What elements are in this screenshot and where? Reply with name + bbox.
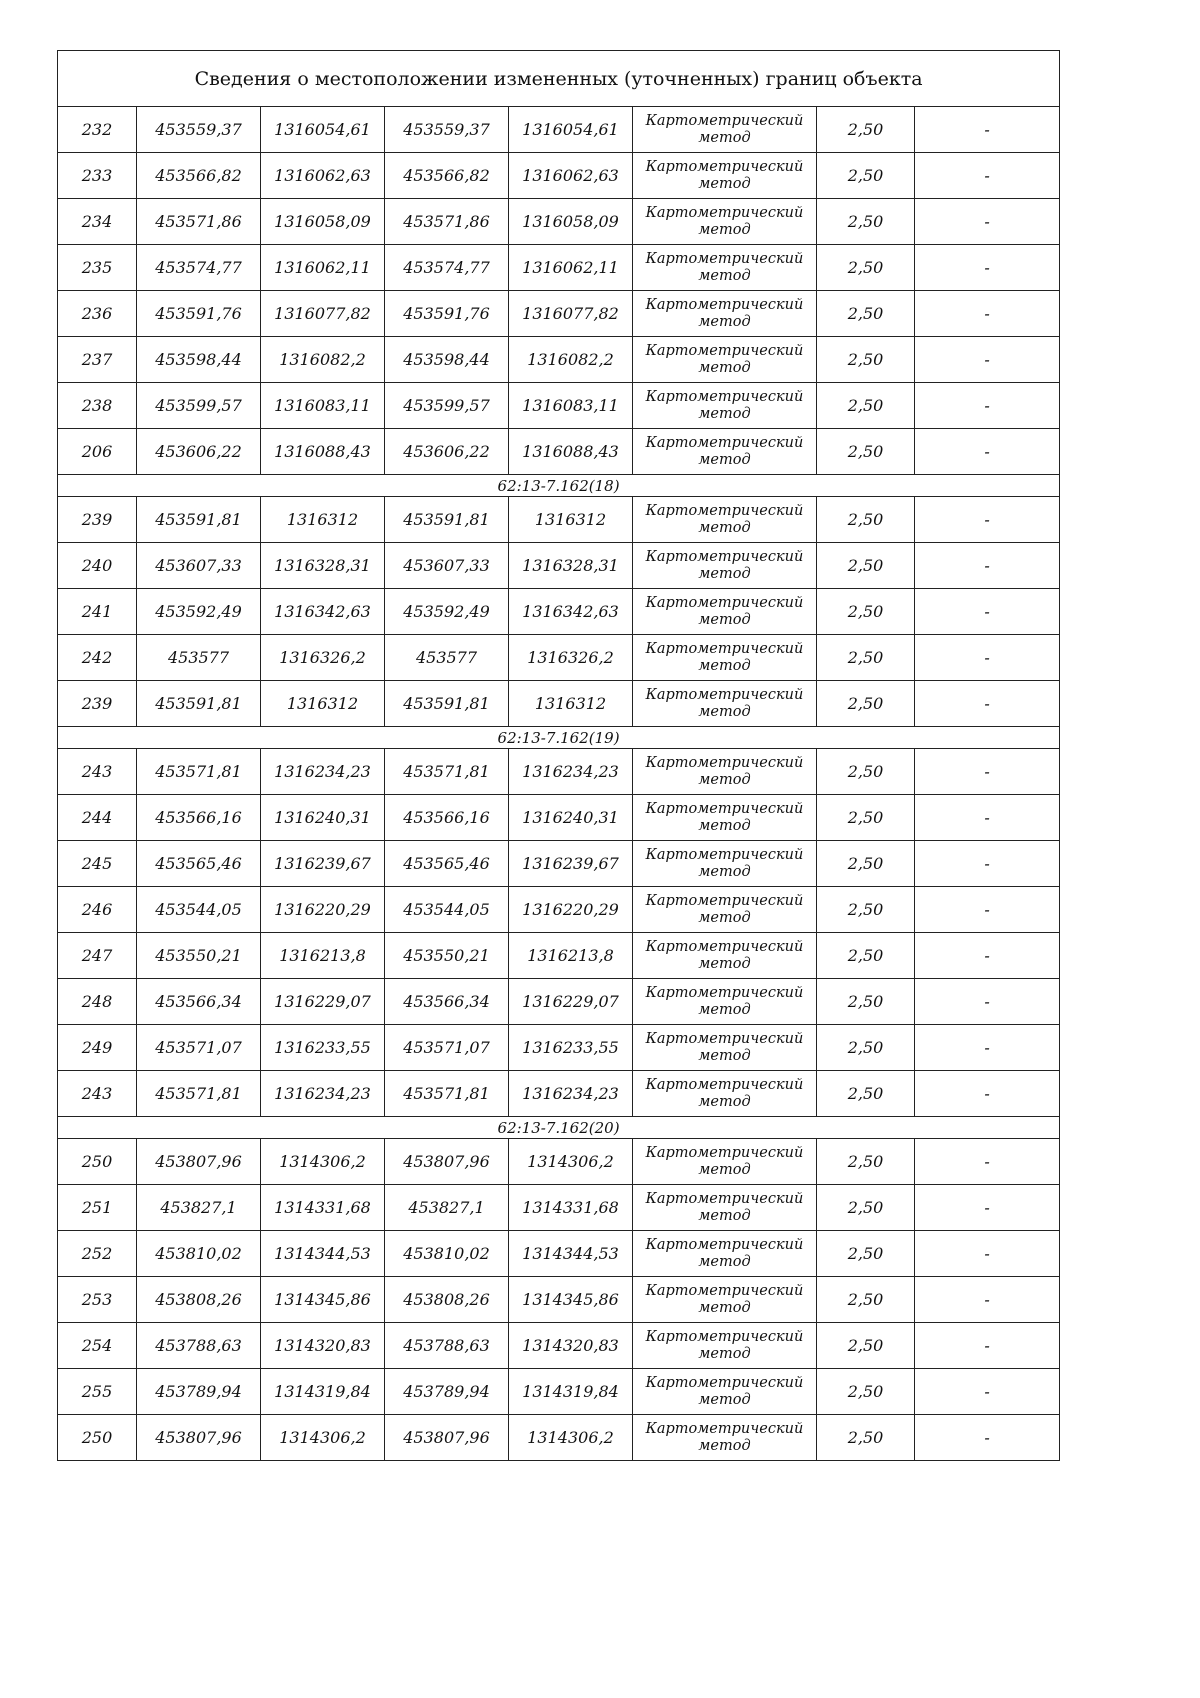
point-number-cell: 250 [58,1415,137,1461]
x-new-cell: 453559,37 [385,107,509,153]
table-row [58,1139,1060,1185]
accuracy-cell: 2,50 [817,933,915,979]
y-old-cell: 1316062,63 [261,153,385,199]
method-cell: Картометрический метод [633,107,817,153]
y-old-cell: 1314306,2 [261,1415,385,1461]
x-new-cell: 453810,02 [385,1231,509,1277]
y-old-cell: 1316088,43 [261,429,385,475]
x-new-cell: 453599,57 [385,383,509,429]
table-title: Сведения о местоположении измененных (уточненных) границ объекта [58,51,1060,107]
y-old-cell: 1316058,09 [261,199,385,245]
x-old-cell: 453607,33 [137,543,261,589]
table-row [58,841,1060,887]
y-old-cell: 1316233,55 [261,1025,385,1071]
accuracy-cell: 2,50 [817,1139,915,1185]
y-old-cell: 1314306,2 [261,1139,385,1185]
x-new-cell: 453577 [385,635,509,681]
description-cell: - [915,589,1060,635]
method-cell: Картометрический метод [633,429,817,475]
point-number-cell: 234 [58,199,137,245]
x-old-cell: 453599,57 [137,383,261,429]
y-old-cell: 1316328,31 [261,543,385,589]
point-number-cell: 249 [58,1025,137,1071]
x-old-cell: 453571,07 [137,1025,261,1071]
x-new-cell: 453827,1 [385,1185,509,1231]
table-row [58,199,1060,245]
method-cell: Картометрический метод [633,887,817,933]
x-new-cell: 453574,77 [385,245,509,291]
point-number-cell: 248 [58,979,137,1025]
method-cell: Картометрический метод [633,1323,817,1369]
x-new-cell: 453598,44 [385,337,509,383]
description-cell: - [915,199,1060,245]
point-number-cell: 242 [58,635,137,681]
description-cell: - [915,749,1060,795]
description-cell: - [915,795,1060,841]
description-cell: - [915,841,1060,887]
x-old-cell: 453571,86 [137,199,261,245]
table-row [58,153,1060,199]
table-row [58,749,1060,795]
x-old-cell: 453577 [137,635,261,681]
y-new-cell: 1314306,2 [509,1415,633,1461]
description-cell: - [915,543,1060,589]
accuracy-cell: 2,50 [817,291,915,337]
point-number-cell: 244 [58,795,137,841]
table-row [58,681,1060,727]
y-new-cell: 1316054,61 [509,107,633,153]
point-number-cell: 236 [58,291,137,337]
y-new-cell: 1316240,31 [509,795,633,841]
table-row [58,1415,1060,1461]
point-number-cell: 243 [58,1071,137,1117]
method-cell: Картометрический метод [633,635,817,681]
x-old-cell: 453592,49 [137,589,261,635]
x-old-cell: 453591,81 [137,497,261,543]
y-new-cell: 1316082,2 [509,337,633,383]
accuracy-cell: 2,50 [817,887,915,933]
table-row [58,635,1060,681]
table-row [58,589,1060,635]
y-old-cell: 1316240,31 [261,795,385,841]
x-new-cell: 453566,16 [385,795,509,841]
table-row [58,1323,1060,1369]
y-old-cell: 1316326,2 [261,635,385,681]
description-cell: - [915,429,1060,475]
method-cell: Картометрический метод [633,1369,817,1415]
x-new-cell: 453808,26 [385,1277,509,1323]
x-new-cell: 453788,63 [385,1323,509,1369]
y-new-cell: 1316326,2 [509,635,633,681]
description-cell: - [915,1071,1060,1117]
x-old-cell: 453807,96 [137,1139,261,1185]
x-old-cell: 453550,21 [137,933,261,979]
accuracy-cell: 2,50 [817,337,915,383]
y-new-cell: 1314306,2 [509,1139,633,1185]
x-new-cell: 453592,49 [385,589,509,635]
x-new-cell: 453607,33 [385,543,509,589]
point-number-cell: 238 [58,383,137,429]
table-row [58,497,1060,543]
y-new-cell: 1314320,83 [509,1323,633,1369]
x-new-cell: 453550,21 [385,933,509,979]
description-cell: - [915,245,1060,291]
x-old-cell: 453566,82 [137,153,261,199]
table-row [58,107,1060,153]
x-old-cell: 453591,76 [137,291,261,337]
method-cell: Картометрический метод [633,1231,817,1277]
y-old-cell: 1316083,11 [261,383,385,429]
y-new-cell: 1316083,11 [509,383,633,429]
point-number-cell: 251 [58,1185,137,1231]
method-cell: Картометрический метод [633,933,817,979]
y-old-cell: 1314331,68 [261,1185,385,1231]
y-old-cell: 1314319,84 [261,1369,385,1415]
point-number-cell: 235 [58,245,137,291]
point-number-cell: 253 [58,1277,137,1323]
accuracy-cell: 2,50 [817,543,915,589]
y-new-cell: 1316062,11 [509,245,633,291]
section-label: 62:13-7.162(20) [58,1117,1060,1139]
table-row [58,1025,1060,1071]
point-number-cell: 241 [58,589,137,635]
x-old-cell: 453598,44 [137,337,261,383]
x-old-cell: 453566,16 [137,795,261,841]
accuracy-cell: 2,50 [817,1025,915,1071]
point-number-cell: 239 [58,681,137,727]
y-new-cell: 1316234,23 [509,749,633,795]
description-cell: - [915,1323,1060,1369]
x-old-cell: 453788,63 [137,1323,261,1369]
method-cell: Картометрический метод [633,841,817,887]
y-new-cell: 1316342,63 [509,589,633,635]
description-cell: - [915,497,1060,543]
method-cell: Картометрический метод [633,337,817,383]
point-number-cell: 237 [58,337,137,383]
table-body [58,51,1060,1461]
x-old-cell: 453571,81 [137,1071,261,1117]
x-new-cell: 453807,96 [385,1139,509,1185]
description-cell: - [915,1231,1060,1277]
point-number-cell: 252 [58,1231,137,1277]
accuracy-cell: 2,50 [817,1323,915,1369]
y-new-cell: 1316233,55 [509,1025,633,1071]
y-new-cell: 1316062,63 [509,153,633,199]
point-number-cell: 255 [58,1369,137,1415]
point-number-cell: 206 [58,429,137,475]
point-number-cell: 233 [58,153,137,199]
description-cell: - [915,933,1060,979]
method-cell: Картометрический метод [633,543,817,589]
x-new-cell: 453566,82 [385,153,509,199]
x-new-cell: 453571,81 [385,1071,509,1117]
accuracy-cell: 2,50 [817,497,915,543]
table-row [58,887,1060,933]
y-old-cell: 1316229,07 [261,979,385,1025]
x-new-cell: 453571,07 [385,1025,509,1071]
accuracy-cell: 2,50 [817,199,915,245]
y-old-cell: 1316312 [261,497,385,543]
x-old-cell: 453571,81 [137,749,261,795]
method-cell: Картометрический метод [633,749,817,795]
method-cell: Картометрический метод [633,245,817,291]
table-row [58,1277,1060,1323]
y-new-cell: 1316213,8 [509,933,633,979]
accuracy-cell: 2,50 [817,1071,915,1117]
method-cell: Картометрический метод [633,681,817,727]
table-row [58,383,1060,429]
y-old-cell: 1316234,23 [261,1071,385,1117]
point-number-cell: 246 [58,887,137,933]
x-old-cell: 453544,05 [137,887,261,933]
description-cell: - [915,383,1060,429]
y-new-cell: 1316077,82 [509,291,633,337]
section-row [58,727,1060,749]
accuracy-cell: 2,50 [817,1231,915,1277]
y-old-cell: 1316062,11 [261,245,385,291]
y-new-cell: 1316312 [509,681,633,727]
point-number-cell: 240 [58,543,137,589]
x-new-cell: 453591,76 [385,291,509,337]
accuracy-cell: 2,50 [817,635,915,681]
accuracy-cell: 2,50 [817,841,915,887]
accuracy-cell: 2,50 [817,795,915,841]
y-old-cell: 1316234,23 [261,749,385,795]
section-row [58,475,1060,497]
point-number-cell: 247 [58,933,137,979]
y-old-cell: 1316239,67 [261,841,385,887]
description-cell: - [915,1139,1060,1185]
table-row [58,245,1060,291]
method-cell: Картометрический метод [633,383,817,429]
point-number-cell: 250 [58,1139,137,1185]
y-old-cell: 1316054,61 [261,107,385,153]
method-cell: Картометрический метод [633,795,817,841]
x-old-cell: 453565,46 [137,841,261,887]
y-old-cell: 1316082,2 [261,337,385,383]
x-new-cell: 453544,05 [385,887,509,933]
y-new-cell: 1316239,67 [509,841,633,887]
y-new-cell: 1316088,43 [509,429,633,475]
y-old-cell: 1314345,86 [261,1277,385,1323]
x-new-cell: 453591,81 [385,681,509,727]
section-label: 62:13-7.162(18) [58,475,1060,497]
section-label: 62:13-7.162(19) [58,727,1060,749]
accuracy-cell: 2,50 [817,681,915,727]
x-new-cell: 453591,81 [385,497,509,543]
accuracy-cell: 2,50 [817,1185,915,1231]
description-cell: - [915,1415,1060,1461]
y-new-cell: 1314319,84 [509,1369,633,1415]
description-cell: - [915,635,1060,681]
y-new-cell: 1316312 [509,497,633,543]
accuracy-cell: 2,50 [817,429,915,475]
point-number-cell: 243 [58,749,137,795]
y-old-cell: 1316312 [261,681,385,727]
y-new-cell: 1314344,53 [509,1231,633,1277]
table-title-row [58,51,1060,107]
method-cell: Картометрический метод [633,589,817,635]
x-old-cell: 453808,26 [137,1277,261,1323]
table-row [58,429,1060,475]
x-old-cell: 453559,37 [137,107,261,153]
x-old-cell: 453789,94 [137,1369,261,1415]
method-cell: Картометрический метод [633,1185,817,1231]
description-cell: - [915,107,1060,153]
description-cell: - [915,1369,1060,1415]
description-cell: - [915,1185,1060,1231]
x-new-cell: 453565,46 [385,841,509,887]
table-row [58,933,1060,979]
y-new-cell: 1316058,09 [509,199,633,245]
coordinates-table [57,50,1060,1461]
accuracy-cell: 2,50 [817,589,915,635]
x-old-cell: 453807,96 [137,1415,261,1461]
method-cell: Картометрический метод [633,153,817,199]
x-new-cell: 453807,96 [385,1415,509,1461]
accuracy-cell: 2,50 [817,245,915,291]
method-cell: Картометрический метод [633,979,817,1025]
x-new-cell: 453789,94 [385,1369,509,1415]
x-old-cell: 453827,1 [137,1185,261,1231]
method-cell: Картометрический метод [633,199,817,245]
description-cell: - [915,153,1060,199]
y-old-cell: 1314344,53 [261,1231,385,1277]
y-old-cell: 1316220,29 [261,887,385,933]
table-row [58,1071,1060,1117]
description-cell: - [915,291,1060,337]
method-cell: Картометрический метод [633,1139,817,1185]
y-old-cell: 1316077,82 [261,291,385,337]
section-row [58,1117,1060,1139]
x-new-cell: 453571,86 [385,199,509,245]
description-cell: - [915,887,1060,933]
description-cell: - [915,1025,1060,1071]
point-number-cell: 232 [58,107,137,153]
y-old-cell: 1316213,8 [261,933,385,979]
method-cell: Картометрический метод [633,291,817,337]
method-cell: Картометрический метод [633,1025,817,1071]
description-cell: - [915,1277,1060,1323]
table-row [58,543,1060,589]
table-row [58,291,1060,337]
x-old-cell: 453591,81 [137,681,261,727]
accuracy-cell: 2,50 [817,383,915,429]
table-row [58,979,1060,1025]
table-row [58,1185,1060,1231]
x-new-cell: 453571,81 [385,749,509,795]
x-old-cell: 453606,22 [137,429,261,475]
x-new-cell: 453566,34 [385,979,509,1025]
x-old-cell: 453810,02 [137,1231,261,1277]
accuracy-cell: 2,50 [817,1369,915,1415]
y-new-cell: 1316220,29 [509,887,633,933]
table-row [58,1231,1060,1277]
y-new-cell: 1314331,68 [509,1185,633,1231]
x-old-cell: 453574,77 [137,245,261,291]
y-new-cell: 1314345,86 [509,1277,633,1323]
y-old-cell: 1314320,83 [261,1323,385,1369]
y-old-cell: 1316342,63 [261,589,385,635]
table-row [58,337,1060,383]
description-cell: - [915,979,1060,1025]
method-cell: Картометрический метод [633,1277,817,1323]
table-row [58,1369,1060,1415]
table-row [58,795,1060,841]
method-cell: Картометрический метод [633,1071,817,1117]
accuracy-cell: 2,50 [817,979,915,1025]
point-number-cell: 245 [58,841,137,887]
accuracy-cell: 2,50 [817,107,915,153]
point-number-cell: 254 [58,1323,137,1369]
description-cell: - [915,681,1060,727]
method-cell: Картометрический метод [633,1415,817,1461]
y-new-cell: 1316234,23 [509,1071,633,1117]
accuracy-cell: 2,50 [817,153,915,199]
accuracy-cell: 2,50 [817,1277,915,1323]
accuracy-cell: 2,50 [817,1415,915,1461]
description-cell: - [915,337,1060,383]
method-cell: Картометрический метод [633,497,817,543]
y-new-cell: 1316229,07 [509,979,633,1025]
point-number-cell: 239 [58,497,137,543]
x-old-cell: 453566,34 [137,979,261,1025]
y-new-cell: 1316328,31 [509,543,633,589]
accuracy-cell: 2,50 [817,749,915,795]
x-new-cell: 453606,22 [385,429,509,475]
